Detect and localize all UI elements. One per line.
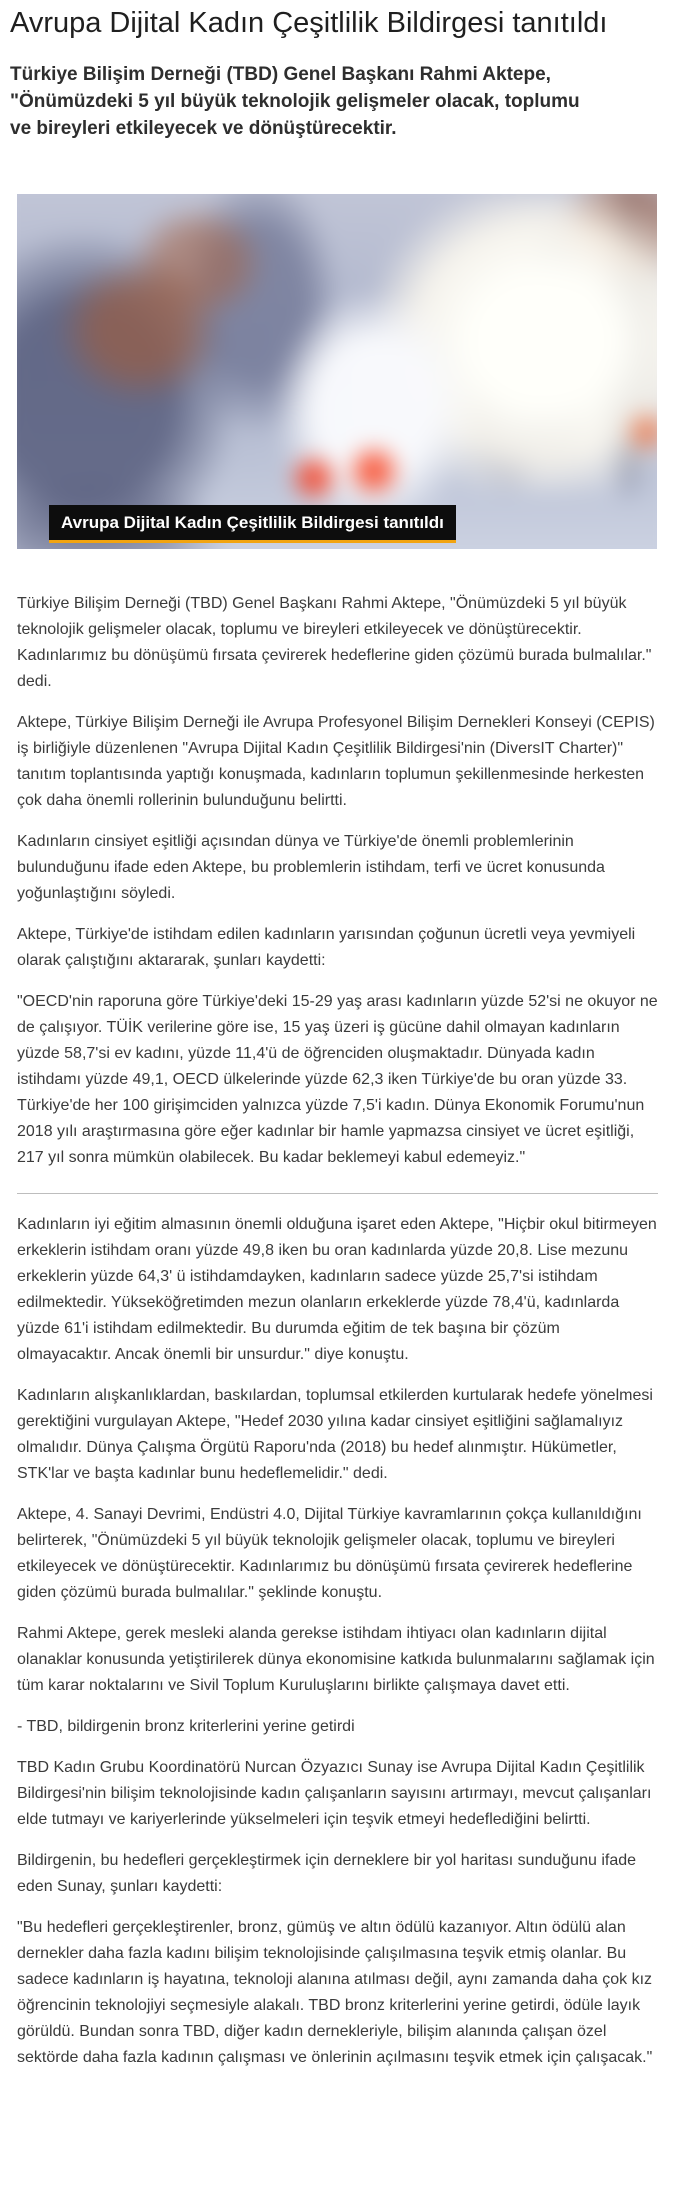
article-paragraph: Aktepe, Türkiye Bilişim Derneği ile Avrupa Profesyonel Bilişim Dernekleri Konseyi (CEPIS) iş birliğiyle düzenlenen "Avrupa Dijital Kadın Çeşitlilik Bildirgesi'nin (DiversIT Charter)" tanıtım toplantısında yaptığı konuşmada, kadınların toplumun şekillenmesinde herkesten çok daha önemli rollerinin bulunduğunu belirtti. — [17, 714, 655, 809]
article-subheading: - TBD, bildirgenin bronz kriterlerini yerine getirdi — [17, 1718, 355, 1735]
article-paragraph: Aktepe, 4. Sanayi Devrimi, Endüstri 4.0, Dijital Türkiye kavramlarının çokça kullanıldığını belirterek, "Önümüzdeki 5 yıl büyük teknolojik gelişmeler olacak, toplumu ve bireyleri etkileyecek ve dönüştürecektir. Kadınlarımız bu dönüşümü fırsata çevirerek hedeflerine giden çözümü burada bulmalılar." şeklinde konuştu. — [17, 1506, 642, 1601]
article-paragraph: Kadınların iyi eğitim almasının önemli olduğuna işaret eden Aktepe, "Hiçbir okul bitirmeyen erkeklerin istihdam oranı yüzde 49,8 iken bu oran kadınlarda yüzde 20,8. Lise mezunu erkeklerin yüzde 64,3' ü istihdamdayken, kadınların sadece yüzde 25,7'si istihdam edilmektedir. Yükseköğretimden mezun olanların erkeklerde yüzde 78,4'ü, kadınlarda yüzde 61'i istihdam edilmektedir. Bu durumda eğitim de tek başına bir çözüm olmayacaktır. Ancak önemli bir unsurdur." diye konuştu. — [17, 1216, 657, 1363]
article-paragraph: "OECD'nin raporuna göre Türkiye'deki 15-29 yaş arası kadınların yüzde 52'si ne okuyor ne de çalışıyor. TÜİK verilerine göre ise, 15 yaş üzeri iş gücüne dahil olmayan kadınların yüzde 58,7'si ev kadını, yüzde 11,4'ü de öğrenciden oluşmaktadır. Dünyada kadın istihdamı yüzde 49,1, OECD ülkelerinde yüzde 62,3 iken Türkiye'de bu oran yüzde 33. Türkiye'de her 100 girişimciden yalnızca yüzde 7,5'i kadın. Dünya Ekonomik Forumu'nun 2018 yılı araştırmasına göre eğer kadınlar bir hamle yapmazsa cinsiyet ve ücret eşitliği, 217 yıl sonra mümkün olabilecek. Bu kadar beklemeyi kabul edemeyiz." — [17, 993, 658, 1166]
article-paragraph: Aktepe, Türkiye'de istihdam edilen kadınların yarısından çoğunun ücretli veya yevmiyeli olarak çalıştığını aktararak, şunları kaydetti: — [17, 926, 636, 969]
article-title: Avrupa Dijital Kadın Çeşitlilik Bildirgesi tanıtıldı — [10, 7, 608, 39]
blurred-street-photo — [17, 194, 657, 549]
article-body — [0, 591, 682, 2114]
section-divider — [17, 1193, 658, 1194]
hero-image — [17, 194, 657, 549]
hero-caption: Avrupa Dijital Kadın Çeşitlilik Bildirgesi tanıtıldı — [49, 505, 456, 543]
article-paragraph: Bildirgenin, bu hedefleri gerçekleştirmek için derneklere bir yol haritası sunduğunu ifade eden Sunay, şunları kaydetti: — [17, 1852, 637, 1895]
article-paragraph: TBD Kadın Grubu Koordinatörü Nurcan Özyazıcı Sunay ise Avrupa Dijital Kadın Çeşitlilik Bildirgesi'nin bilişim teknolojisinde kadın çalışanların sayısını artırmayı, mevcut çalışanları elde tutmayı ve kariyerlerinde yükselmeleri için teşvik etmeyi hedeflediğini belirtti. — [17, 1759, 652, 1828]
article-paragraph: "Bu hedefleri gerçekleştirenler, bronz, gümüş ve altın ödülü kazanıyor. Altın ödülü alan dernekler daha fazla kadını bilişim teknolojisinde çalışılmasına teşvik etmiş olanlar. Bu sadece kadınların iş hayatına, teknoloji alanına atılması değil, aynı zamanda daha çok kız öğrencinin teknolojiyi seçmesiyle alakalı. TBD bronz kriterlerini yerine getirdi, ödüle layık görüldü. Bundan sonra TBD, diğer kadın dernekleriyle, bilişim alanında çalışan özel sektörde daha fazla kadının çalışması ve önlerinin açılmasını teşvik etmek için çalışacak." — [17, 1919, 653, 2066]
article-lead: Türkiye Bilişim Derneği (TBD) Genel Başkanı Rahmi Aktepe, "Önümüzdeki 5 yıl büyük teknolojik gelişmeler olacak, toplumu ve bireyleri etkileyecek ve dönüştürecektir. — [10, 64, 580, 139]
article-paragraph: Kadınların cinsiyet eşitliği açısından dünya ve Türkiye'de önemli problemlerinin bulunduğunu ifade eden Aktepe, bu problemlerin istihdam, terfi ve ücret konusunda yoğunlaştığını söyledi. — [17, 833, 605, 902]
article-paragraph: Rahmi Aktepe, gerek mesleki alanda gerekse istihdam ihtiyacı olan kadınların dijital olanaklar konusunda yetiştirilerek dünya ekonomisine katkıda bulunmalarını sağlamak için tüm karar noktalarını ve Sivil Toplum Kuruluşlarını birlikte çalışmaya davet etti. — [17, 1625, 655, 1694]
article-paragraph: Kadınların alışkanlıklardan, baskılardan, toplumsal etkilerden kurtularak hedefe yönelmesi gerektiğini vurgulayan Aktepe, "Hedef 2030 yılına kadar cinsiyet eşitliğini sağlamalıyız olmalıdır. Dünya Çalışma Örgütü Raporu'nda (2018) bu hedef alınmıştır. Hükümetler, STK'lar ve başta kadınlar bunu hedeflemelidir." dedi. — [17, 1387, 653, 1482]
article-header — [0, 0, 682, 142]
article-paragraph: Türkiye Bilişim Derneği (TBD) Genel Başkanı Rahmi Aktepe, "Önümüzdeki 5 yıl büyük teknolojik gelişmeler olacak, toplumu ve bireyleri etkileyecek ve dönüştürecektir. Kadınlarımız bu dönüşümü fırsata çevirerek hedeflerine giden çözümü burada bulmalılar." dedi. — [17, 595, 652, 690]
